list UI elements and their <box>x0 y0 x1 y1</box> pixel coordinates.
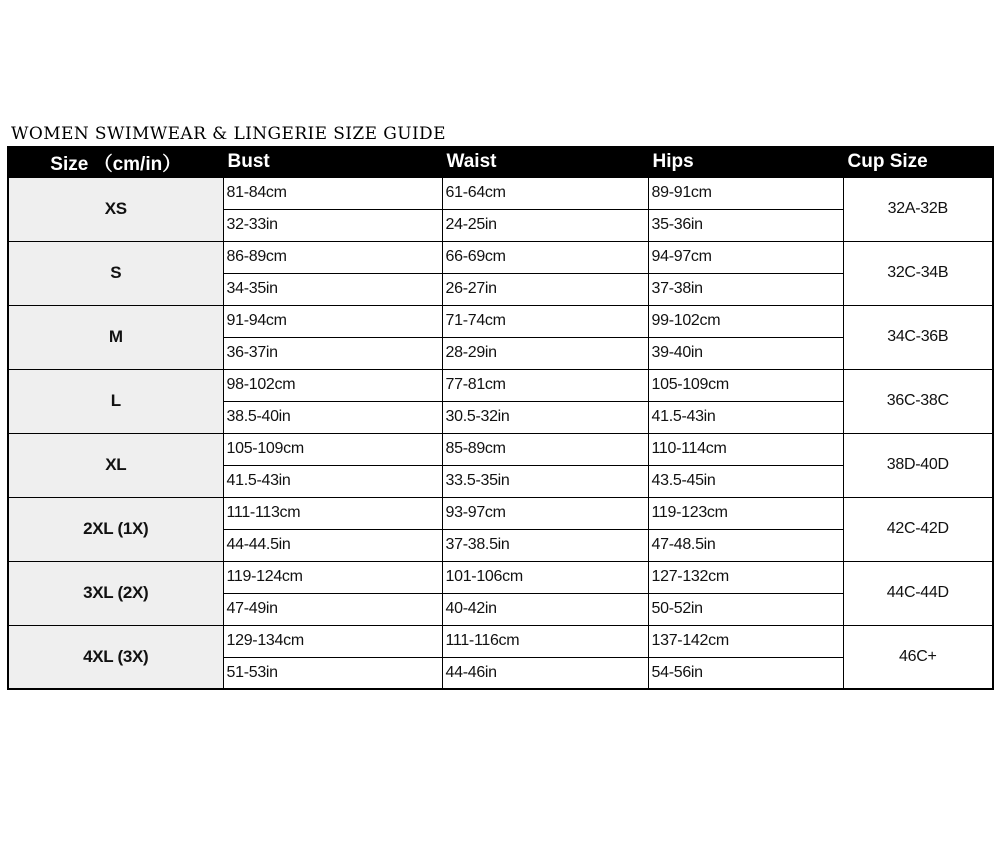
bust-in-cell: 36-37in <box>223 337 442 369</box>
bust-in-cell: 38.5-40in <box>223 401 442 433</box>
bust-cm-cell: 81-84cm <box>223 177 442 209</box>
bust-cm-cell: 105-109cm <box>223 433 442 465</box>
cup-size-cell: 44C-44D <box>843 561 993 625</box>
hips-in-cell: 50-52in <box>648 593 843 625</box>
waist-in-cell: 33.5-35in <box>442 465 648 497</box>
size-label: M <box>8 305 223 369</box>
size-label: 2XL (1X) <box>8 497 223 561</box>
hips-cm-cell: 127-132cm <box>648 561 843 593</box>
waist-cm-cell: 85-89cm <box>442 433 648 465</box>
waist-cm-cell: 61-64cm <box>442 177 648 209</box>
table-row <box>8 241 993 273</box>
bust-cm-cell: 111-113cm <box>223 497 442 529</box>
bust-in-cell: 41.5-43in <box>223 465 442 497</box>
size-label: 4XL (3X) <box>8 625 223 689</box>
bust-cm-cell: 129-134cm <box>223 625 442 657</box>
hips-in-cell: 37-38in <box>648 273 843 305</box>
size-label: L <box>8 369 223 433</box>
size-guide-title: WOMEN SWIMWEAR & LINGERIE SIZE GUIDE <box>11 124 446 144</box>
bust-cm-cell: 98-102cm <box>223 369 442 401</box>
waist-cm-cell: 66-69cm <box>442 241 648 273</box>
table-row <box>8 561 993 593</box>
hips-in-cell: 43.5-45in <box>648 465 843 497</box>
waist-cm-cell: 101-106cm <box>442 561 648 593</box>
waist-in-cell: 24-25in <box>442 209 648 241</box>
hips-in-cell: 54-56in <box>648 657 843 689</box>
cup-size-cell: 34C-36B <box>843 305 993 369</box>
hips-in-cell: 41.5-43in <box>648 401 843 433</box>
cup-size-cell: 32C-34B <box>843 241 993 305</box>
table-row <box>8 305 993 337</box>
cup-size-cell: 32A-32B <box>843 177 993 241</box>
hips-cm-cell: 119-123cm <box>648 497 843 529</box>
hips-cm-cell: 94-97cm <box>648 241 843 273</box>
table-row <box>8 177 993 209</box>
table-row <box>8 497 993 529</box>
waist-in-cell: 37-38.5in <box>442 529 648 561</box>
waist-cm-cell: 111-116cm <box>442 625 648 657</box>
header-row <box>8 147 993 177</box>
header-cup-size: Cup Size <box>843 147 993 177</box>
waist-cm-cell: 71-74cm <box>442 305 648 337</box>
waist-in-cell: 28-29in <box>442 337 648 369</box>
hips-cm-cell: 89-91cm <box>648 177 843 209</box>
cup-size-cell: 36C-38C <box>843 369 993 433</box>
hips-cm-cell: 99-102cm <box>648 305 843 337</box>
bust-cm-cell: 86-89cm <box>223 241 442 273</box>
size-label: XL <box>8 433 223 497</box>
bust-cm-cell: 119-124cm <box>223 561 442 593</box>
hips-cm-cell: 137-142cm <box>648 625 843 657</box>
header-bust: Bust <box>223 147 442 177</box>
table-row <box>8 369 993 401</box>
waist-in-cell: 30.5-32in <box>442 401 648 433</box>
waist-cm-cell: 77-81cm <box>442 369 648 401</box>
table-row <box>8 625 993 657</box>
header-size: Size （cm/in） <box>8 147 223 177</box>
table-row <box>8 433 993 465</box>
cup-size-cell: 46C+ <box>843 625 993 689</box>
cup-size-cell: 38D-40D <box>843 433 993 497</box>
bust-cm-cell: 91-94cm <box>223 305 442 337</box>
bust-in-cell: 32-33in <box>223 209 442 241</box>
waist-in-cell: 26-27in <box>442 273 648 305</box>
cup-size-cell: 42C-42D <box>843 497 993 561</box>
hips-in-cell: 39-40in <box>648 337 843 369</box>
bust-in-cell: 47-49in <box>223 593 442 625</box>
waist-in-cell: 44-46in <box>442 657 648 689</box>
size-label: S <box>8 241 223 305</box>
header-hips: Hips <box>648 147 843 177</box>
bust-in-cell: 34-35in <box>223 273 442 305</box>
size-label: XS <box>8 177 223 241</box>
hips-in-cell: 47-48.5in <box>648 529 843 561</box>
size-guide-table <box>7 146 994 690</box>
hips-in-cell: 35-36in <box>648 209 843 241</box>
size-label: 3XL (2X) <box>8 561 223 625</box>
bust-in-cell: 44-44.5in <box>223 529 442 561</box>
waist-in-cell: 40-42in <box>442 593 648 625</box>
hips-cm-cell: 110-114cm <box>648 433 843 465</box>
hips-cm-cell: 105-109cm <box>648 369 843 401</box>
waist-cm-cell: 93-97cm <box>442 497 648 529</box>
bust-in-cell: 51-53in <box>223 657 442 689</box>
header-waist: Waist <box>442 147 648 177</box>
